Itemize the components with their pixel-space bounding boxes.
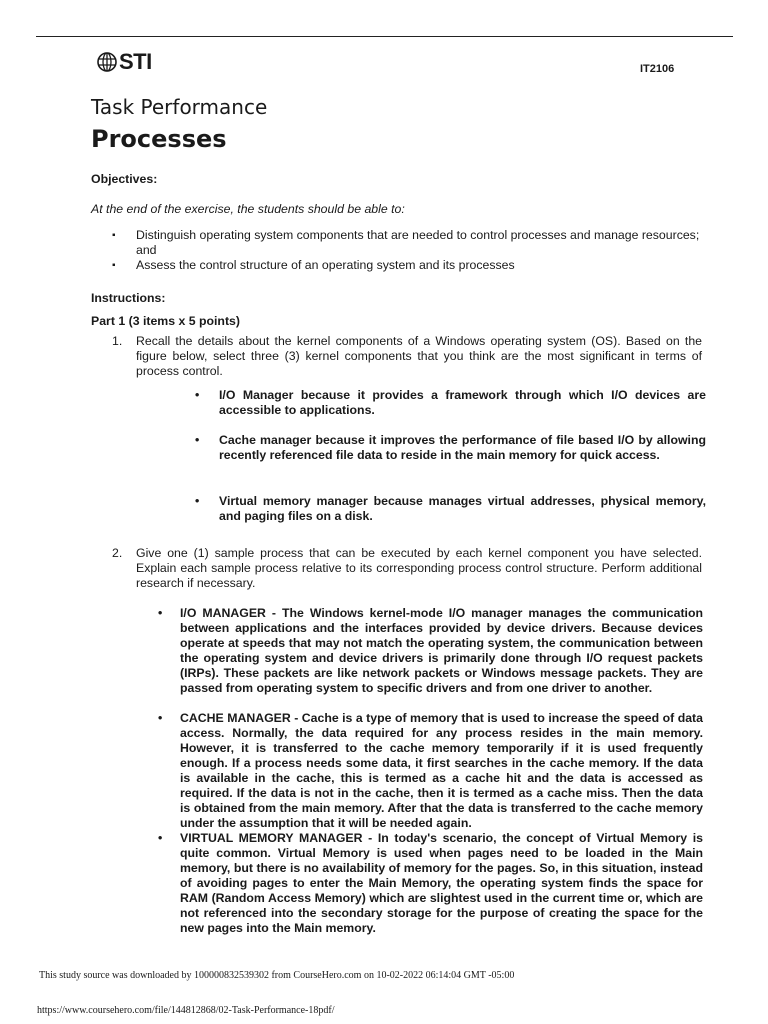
- list-item: ▪ Assess the control structure of an operating system and its processes: [112, 258, 712, 273]
- question-number: 1.: [112, 334, 123, 348]
- bullet-icon: •: [195, 388, 200, 402]
- header-rule: [36, 36, 733, 37]
- instructions-heading: Instructions:: [91, 291, 166, 305]
- bullet-icon: •: [195, 433, 200, 447]
- page-subtitle: Processes: [91, 125, 227, 153]
- answer-item: • Virtual memory manager because manages virtual addresses, physical memory, and paging files on a disk.: [195, 494, 706, 523]
- globe-icon: [96, 51, 118, 73]
- question-number: 2.: [112, 546, 123, 560]
- bullet-icon: •: [158, 831, 163, 845]
- question-1: [112, 334, 702, 379]
- objectives-list: [112, 228, 712, 273]
- bullet-icon: •: [195, 494, 200, 508]
- list-item: ▪ Distinguish operating system components that are needed to control processes and manage resources; and: [112, 228, 712, 258]
- part1-heading: Part 1 (3 items x 5 points): [91, 314, 240, 328]
- course-code: IT2106: [640, 63, 675, 75]
- page-title: Task Performance: [91, 95, 268, 119]
- question-text: Recall the details about the kernel components of a Windows operating system (OS). Based on the figure below, select three (3) kernel components that you think are the most significant in terms of process control.: [136, 334, 702, 378]
- download-notice: This study source was downloaded by 100000832539302 from CourseHero.com on 10-02-2022 06:14:04 GMT -05:00: [39, 970, 515, 981]
- answer-item: • I/O Manager because it provides a framework through which I/O devices are accessible to applications.: [195, 388, 706, 417]
- answer-item: • Cache manager because it improves the performance of file based I/O by allowing recently referenced file data to reside in the main memory for quick access.: [195, 433, 706, 462]
- bullet-icon: •: [158, 606, 163, 620]
- sti-logo: [96, 50, 152, 74]
- objectives-intro: At the end of the exercise, the students should be able to:: [91, 202, 405, 216]
- objectives-heading: Objectives:: [91, 172, 158, 186]
- answer-item: • CACHE MANAGER - Cache is a type of memory that is used to increase the speed of data access. Normally, the data required for any process resides in the main memory. However, it is transferred to the cache memory temporarily if it is used frequently enough. If a process needs some data, it first searches in the cache memory. If the data is available in the cache, this is termed as a cache hit and the data is accessed as required. If the data is not in the cache, then it is termed as a cache miss. Then the data is obtained from the main memory. After that the data is transferred to the cache memory under the assumption that it will be needed again.: [158, 711, 703, 830]
- logo-text: STI: [119, 49, 152, 74]
- source-url[interactable]: https://www.coursehero.com/file/144812868/02-Task-Performance-18pdf/: [37, 1005, 335, 1016]
- answer-item: • I/O MANAGER - The Windows kernel-mode I/O manager manages the communication between applications and the interfaces provided by device drivers. Because devices operate at speeds that may not match the operating system, the communication between the operating system and device drivers is primarily done through I/O request packets (IRPs). These packets are like network packets or Windows message packets. They are passed from operating system to specific drivers and from one driver to another.: [158, 606, 703, 695]
- question-2: [112, 546, 702, 591]
- bullet-icon: •: [158, 711, 163, 725]
- answer-item: • VIRTUAL MEMORY MANAGER - In today's scenario, the concept of Virtual Memory is quite common. Virtual Memory is used when pages need to be loaded in the Main memory, but there is no availability of memory for the pages. So, in this situation, instead of avoiding pages to enter the Main Memory, the operating system finds the space for RAM (Random Access Memory) which are slightest used in the current time or, which are not referenced into the secondary storage for the purpose of creating the space for the new pages into the Main memory.: [158, 831, 703, 935]
- question-text: Give one (1) sample process that can be executed by each kernel component you have selected. Explain each sample process relative to its corresponding process control structure. Perform additional research if necessary.: [136, 546, 702, 590]
